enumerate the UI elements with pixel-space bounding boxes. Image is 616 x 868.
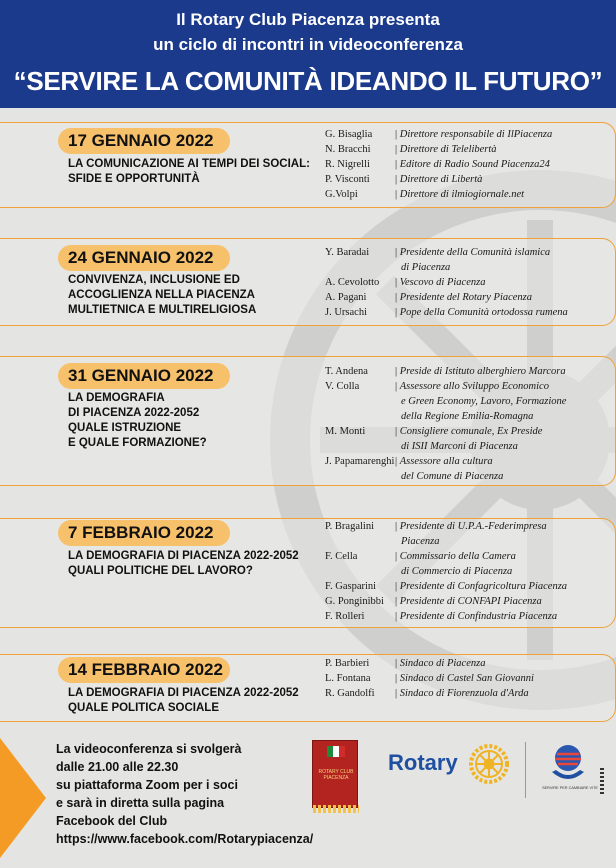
footer-line: e sarà in diretta sulla pagina (56, 796, 225, 810)
footer-line: La videoconferenza si svolgerà (56, 742, 242, 756)
speaker-name: A. Cevolotto (325, 277, 380, 288)
speaker-role-line: Piacenza (401, 536, 440, 547)
speaker-name: A. Pagani (325, 292, 367, 303)
speaker-row (325, 275, 615, 290)
speaker-role-continuation (325, 394, 615, 409)
event-topic (68, 549, 318, 579)
event-topic (68, 391, 318, 451)
speaker-role: | Direttore responsabile di IlPiacenza (395, 127, 615, 142)
globe-caption: SERVIRE PER CAMBIARE VITE (542, 786, 598, 790)
speaker-role: | Direttore di ilmiogiornale.net (395, 187, 615, 202)
footer-line: su piattaforma Zoom per i soci (56, 778, 238, 792)
header-line-2: un ciclo di incontri in videoconferenza (153, 35, 463, 54)
speaker-row (325, 364, 615, 379)
speaker-row (325, 454, 615, 469)
speaker-role: | Assessore alla cultura (395, 454, 615, 469)
speaker-row (325, 187, 615, 202)
speaker-row (325, 594, 615, 609)
event-topic-line: DI PIACENZA 2022-2052 (68, 407, 200, 419)
speaker-role: | Presidente di U.P.A.-Federimpresa (395, 519, 615, 534)
speaker-role: | Consigliere comunale, Ex Preside (395, 424, 615, 439)
speaker-row (325, 686, 615, 701)
speaker-name: R. Gandolfi (325, 688, 375, 699)
event-date: 31 GENNAIO 2022 (58, 363, 230, 389)
header-banner (0, 0, 616, 108)
speaker-role: | Sindaco di Piacenza (395, 656, 615, 671)
speaker-row (325, 656, 615, 671)
speaker-role-line: e Green Economy, Lavoro, Formazione (401, 396, 567, 407)
speaker-role: | Preside di Istituto alberghiero Marcora (395, 364, 615, 379)
speaker-row (325, 609, 615, 624)
speaker-role-continuation (325, 260, 615, 275)
speaker-name: R. Nigrelli (325, 159, 370, 170)
speaker-role: | Direttore di Libertà (395, 172, 615, 187)
speaker-role: | Assessore allo Sviluppo Economico (395, 379, 615, 394)
speaker-role-line: di Commercio di Piacenza (401, 566, 513, 577)
speaker-role-line: del Comune di Piacenza (401, 471, 504, 482)
rotary-wordmark: Rotary (388, 750, 458, 775)
speaker-name: G.Volpi (325, 189, 358, 200)
speaker-role-line: di ISII Marconi di Piacenza (401, 441, 518, 452)
orange-arrow-decoration (0, 738, 46, 858)
speaker-row (325, 127, 615, 142)
event-topic (68, 686, 318, 716)
speaker-name: T. Andena (325, 366, 368, 377)
speaker-role: | Pope della Comunità ortodossa rumena (395, 305, 615, 320)
speaker-row (325, 172, 615, 187)
speaker-role: | Direttore di Telelibertà (395, 142, 615, 157)
event-topic-line: MULTIETNICA E MULTIRELIGIOSA (68, 304, 257, 316)
event-topic-line: ACCOGLIENZA NELLA PIACENZA (68, 289, 255, 301)
speaker-role: | Editore di Radio Sound Piacenza24 (395, 157, 615, 172)
speaker-name: L. Fontana (325, 673, 371, 684)
banner-fringe (313, 805, 359, 813)
qr-code-strip (600, 768, 604, 796)
event-topic-line: SFIDE E OPPORTUNITÀ (68, 173, 200, 185)
event-topic-line: QUALI POLITICHE DEL LAVORO? (68, 565, 253, 577)
speaker-name: J. Ursachi (325, 307, 367, 318)
speaker-name: P. Bragalini (325, 521, 374, 532)
speaker-name: J. Papamarenghi (325, 456, 395, 467)
speaker-name: F. Gasparini (325, 581, 377, 592)
speaker-row (325, 424, 615, 439)
speaker-role-continuation (325, 469, 615, 484)
event-topic-line: LA DEMOGRAFIA DI PIACENZA 2022-2052 (68, 687, 299, 699)
speaker-row (325, 305, 615, 320)
event-topic-line: E QUALE FORMAZIONE? (68, 437, 207, 449)
speaker-name: M. Monti (325, 426, 366, 437)
header-line-1: Il Rotary Club Piacenza presenta (176, 10, 440, 29)
italian-flag-icon (327, 746, 345, 757)
speaker-row (325, 549, 615, 564)
speaker-name: Y. Baradai (325, 247, 370, 258)
header-title: “SERVIRE LA COMUNITÀ IDEANDO IL FUTURO” (13, 66, 603, 96)
speaker-role-line: di Piacenza (401, 262, 451, 273)
speaker-row (325, 290, 615, 305)
speaker-role-continuation (325, 564, 615, 579)
speaker-row (325, 142, 615, 157)
speaker-role: | Presidente della Comunità islamica (395, 245, 615, 260)
speaker-role-continuation (325, 439, 615, 454)
event-date: 17 GENNAIO 2022 (58, 128, 230, 154)
event-topic (68, 273, 318, 318)
speaker-name: F. Cella (325, 551, 358, 562)
event-topic-line: LA DEMOGRAFIA (68, 392, 165, 404)
footer-line: Facebook del Club (56, 814, 168, 828)
event-topic-line: CONVIVENZA, INCLUSIONE ED (68, 274, 240, 286)
speaker-role: | Sindaco di Castel San Giovanni (395, 671, 615, 686)
speaker-name: F. Rolleri (325, 611, 365, 622)
rotary-club-piacenza-banner-logo (312, 740, 358, 808)
speaker-name: V. Colla (325, 381, 360, 392)
speaker-name: P. Visconti (325, 174, 370, 185)
event-topic-line: QUALE POLITICA SOCIALE (68, 702, 219, 714)
speaker-role-continuation (325, 409, 615, 424)
speaker-role: | Vescovo di Piacenza (395, 275, 615, 290)
footer-line: dalle 21.00 alle 22.30 (56, 760, 179, 774)
speaker-role-continuation (325, 534, 615, 549)
event-topic-line: LA COMUNICAZIONE AI TEMPI DEI SOCIAL: (68, 158, 310, 170)
speaker-role: | Commissario della Camera (395, 549, 615, 564)
speaker-name: N. Bracchi (325, 144, 371, 155)
speaker-role: | Presidente di Confagricoltura Piacenza (395, 579, 615, 594)
speaker-role: | Sindaco di Fiorenzuola d'Arda (395, 686, 615, 701)
event-topic-line: QUALE ISTRUZIONE (68, 422, 182, 434)
event-topic (68, 157, 318, 187)
speaker-name: G. Bisaglia (325, 129, 373, 140)
speaker-role: | Presidente di Confindustria Piacenza (395, 609, 615, 624)
footer-info (56, 740, 336, 848)
speaker-row (325, 519, 615, 534)
speaker-name: G. Ponginibbi (325, 596, 384, 607)
club-logo-text: ROTARY CLUB PIACENZA (318, 769, 354, 781)
facebook-link[interactable]: https://www.facebook.com/Rotarypiacenza/ (56, 832, 314, 846)
speaker-row (325, 379, 615, 394)
rotary-wheel-logo-icon (467, 742, 511, 786)
speaker-role: | Presidente del Rotary Piacenza (395, 290, 615, 305)
speaker-row (325, 245, 615, 260)
event-date: 24 GENNAIO 2022 (58, 245, 230, 271)
event-topic-line: LA DEMOGRAFIA DI PIACENZA 2022-2052 (68, 550, 299, 562)
speaker-role-line: della Regione Emilia-Romagna (401, 411, 534, 422)
event-date: 7 FEBBRAIO 2022 (58, 520, 230, 546)
speaker-row (325, 671, 615, 686)
globe-hands-logo-icon (548, 742, 588, 786)
event-date: 14 FEBBRAIO 2022 (58, 657, 230, 683)
speaker-name: P. Barbieri (325, 658, 370, 669)
speaker-role: | Presidente di CONFAPI Piacenza (395, 594, 615, 609)
speaker-row (325, 157, 615, 172)
logo-divider (525, 742, 526, 798)
speaker-row (325, 579, 615, 594)
